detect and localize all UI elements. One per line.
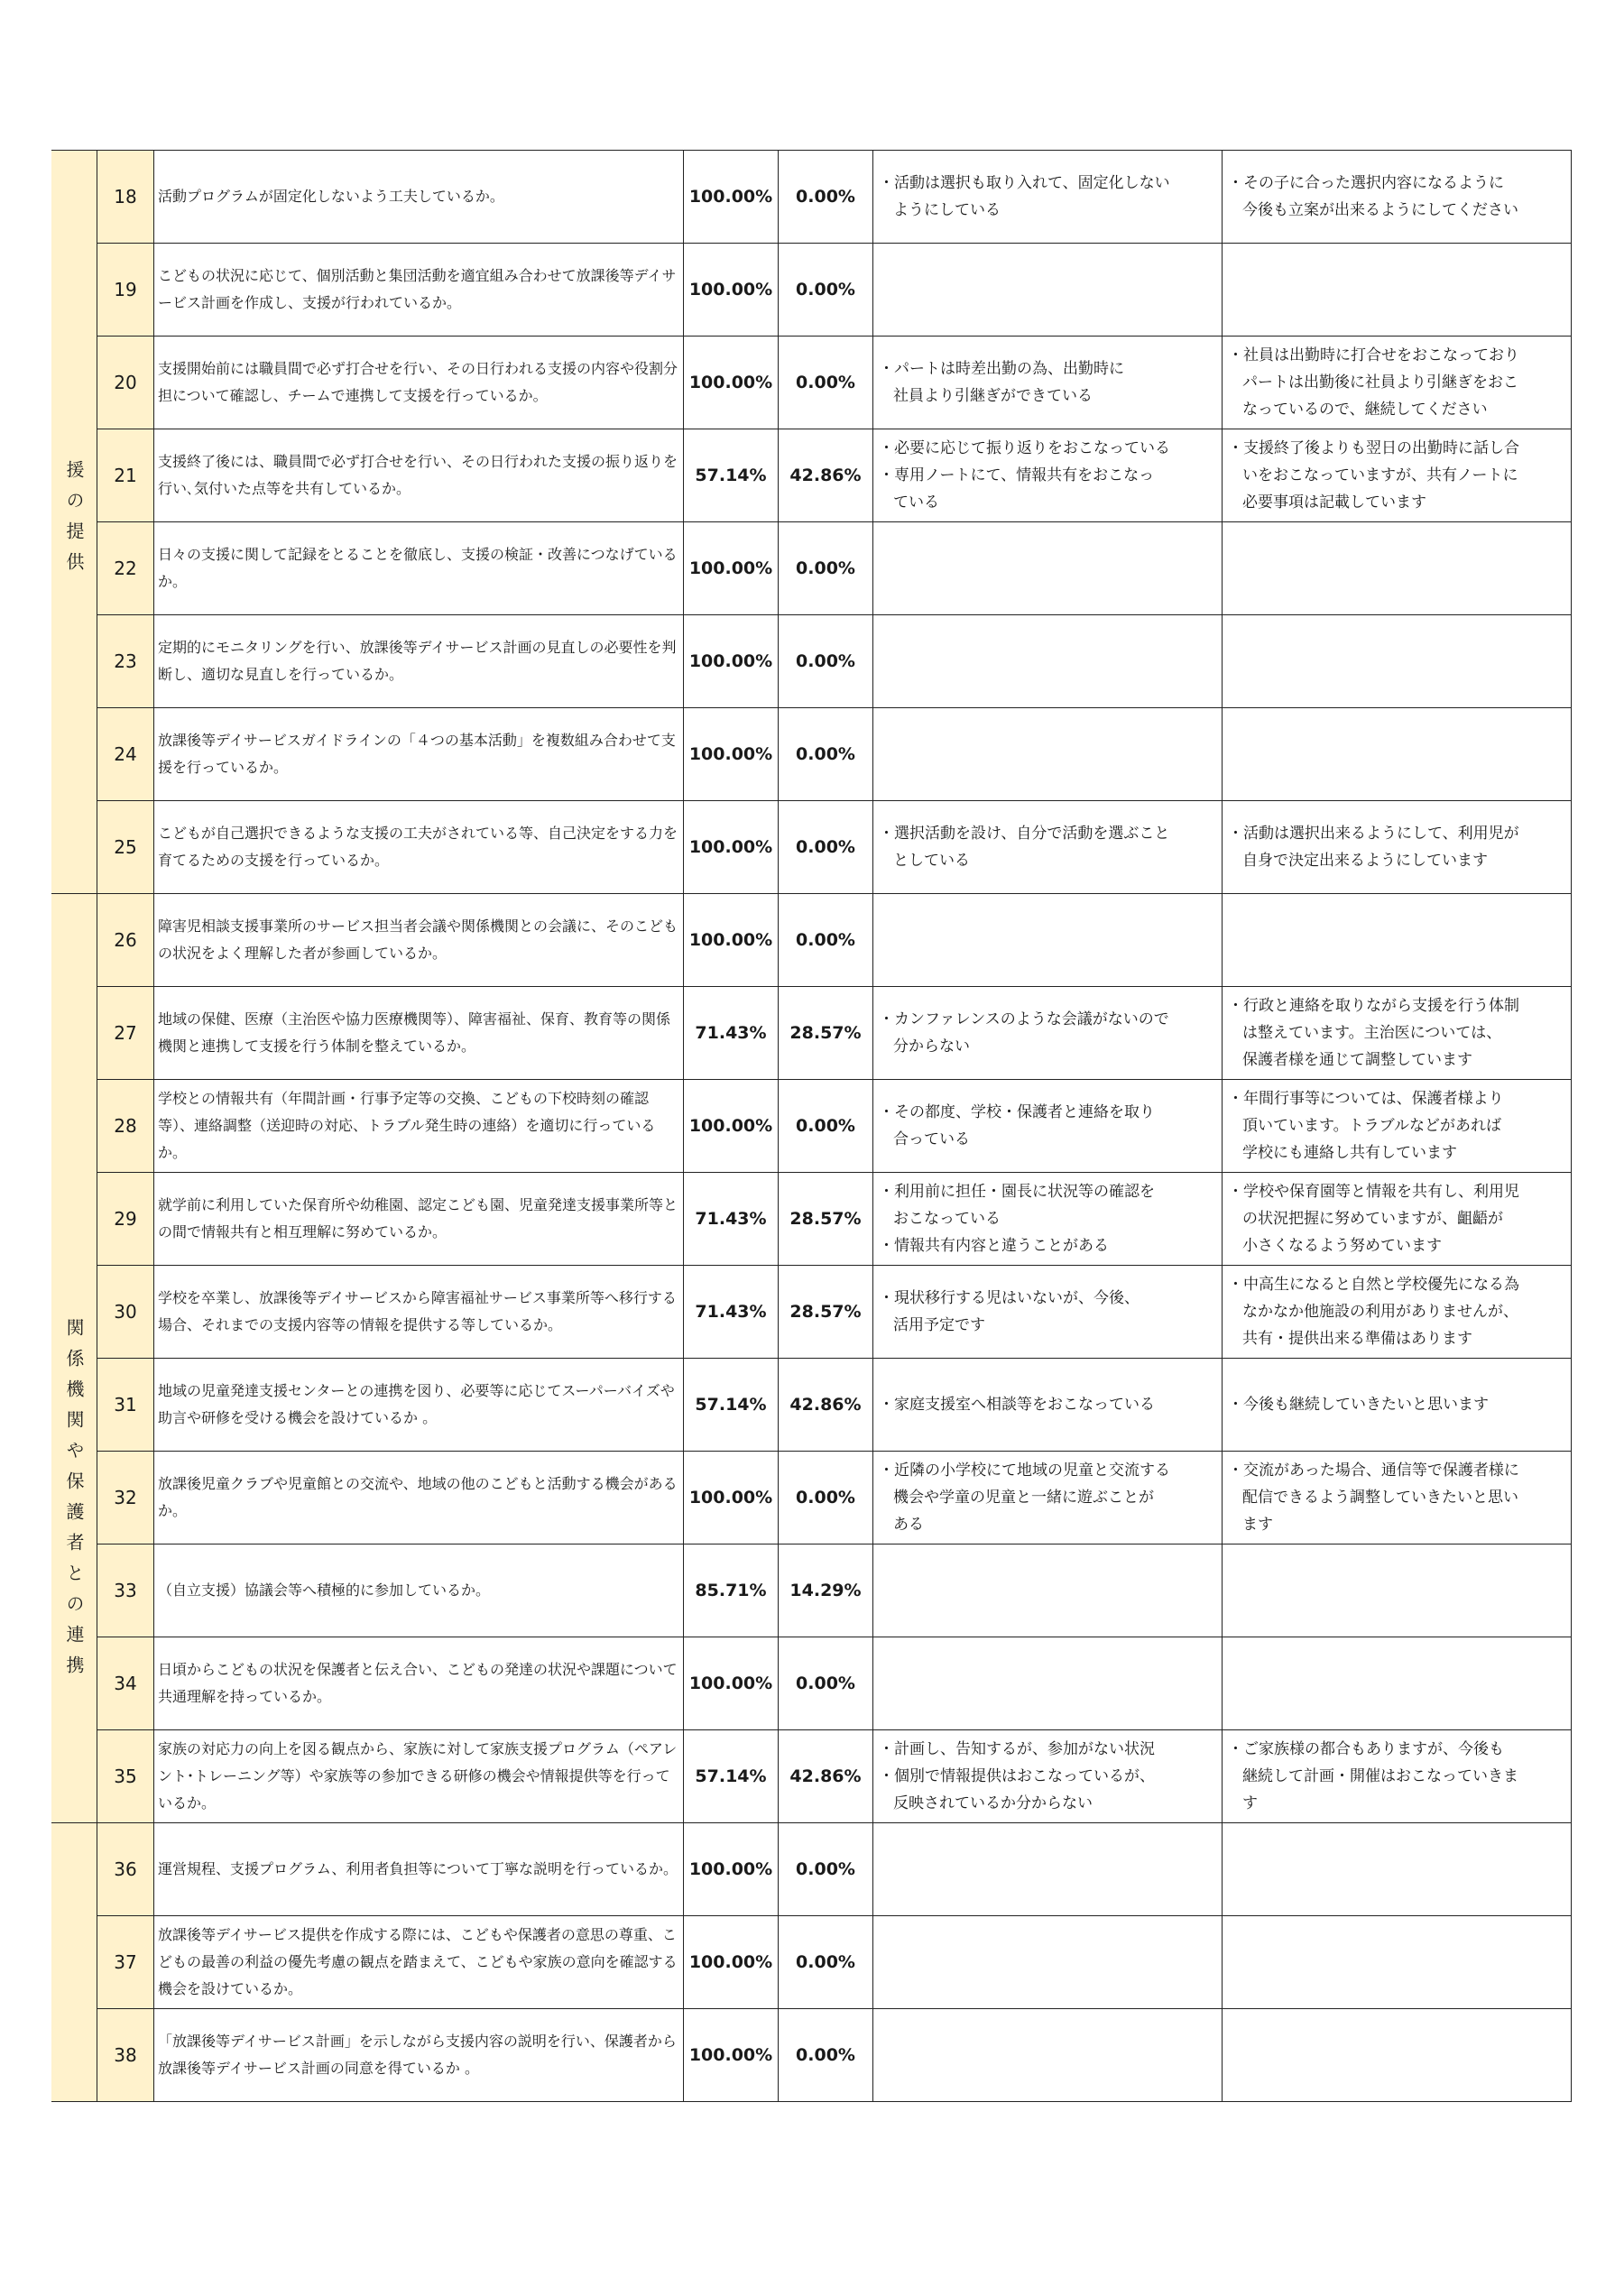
yes-percent: 100.00% — [684, 1080, 779, 1173]
no-percent: 28.57% — [779, 1173, 873, 1266]
staff-comment-cell — [873, 1637, 1223, 1730]
question-text: 運営規程、支援プログラム、利用者負担等について丁寧な説明を行っているか。 — [154, 1823, 684, 1916]
no-percent: 0.00% — [779, 2009, 873, 2102]
improvement-comment-cell — [1223, 1916, 1572, 2009]
no-percent: 0.00% — [779, 615, 873, 708]
staff-comment-cell — [873, 337, 1223, 429]
improvement-comment-line: ・活動は選択出来るようにして、利用児が — [1228, 825, 1519, 843]
item-number: 29 — [97, 1173, 154, 1266]
item-number: 25 — [97, 801, 154, 894]
improvement-comment-line: 小さくなるよう努めています — [1242, 1237, 1442, 1255]
yes-percent: 100.00% — [684, 1823, 779, 1916]
staff-comment-line: 機会や学童の児童と一緒に遊ぶことが — [893, 1489, 1154, 1507]
question-text: 「放課後等デイサービス計画」を示しながら支援内容の説明を行い、保護者から放課後等デイサービス計画の同意を得ているか 。 — [154, 2009, 684, 2102]
improvement-comment-cell — [1223, 522, 1572, 615]
staff-comment-line: 合っている — [893, 1130, 970, 1148]
staff-comment-line: 活用予定です — [893, 1316, 985, 1334]
improvement-comment-line: ます — [1242, 1516, 1273, 1534]
improvement-comment-cell — [1223, 2009, 1572, 2102]
improvement-comment-line: 必要事項は記載しています — [1242, 493, 1426, 512]
staff-comment-line: ・選択活動を設け、自分で活動を選ぶこと — [879, 825, 1170, 843]
no-percent: 0.00% — [779, 1452, 873, 1544]
yes-percent: 71.43% — [684, 1266, 779, 1359]
staff-comment-line: ある — [893, 1516, 924, 1534]
improvement-comment-cell — [1223, 1452, 1572, 1544]
item-number: 31 — [97, 1359, 154, 1452]
item-number: 33 — [97, 1544, 154, 1637]
no-percent: 0.00% — [779, 708, 873, 801]
table-row — [51, 151, 1572, 244]
staff-comment-line: ・専用ノートにて、情報共有をおこなっ — [879, 466, 1155, 484]
no-percent: 42.86% — [779, 429, 873, 522]
staff-comment-line: ・活動は選択も取り入れて、固定化しない — [879, 174, 1170, 192]
table-row — [51, 708, 1572, 801]
item-number: 18 — [97, 151, 154, 244]
improvement-comment-line: 今後も立案が出来るようにしてください — [1242, 201, 1518, 219]
item-number: 26 — [97, 894, 154, 987]
improvement-comment-line: ・社員は出勤時に打合せをおこなっており — [1228, 346, 1519, 364]
improvement-comment-cell — [1223, 244, 1572, 337]
yes-percent: 100.00% — [684, 801, 779, 894]
table-row — [51, 1359, 1572, 1452]
improvement-comment-line: ・ご家族様の都合もありますが、今後も — [1228, 1740, 1504, 1758]
improvement-comment-cell — [1223, 1173, 1572, 1266]
yes-percent: 100.00% — [684, 522, 779, 615]
improvement-comment-line: の状況把握に努めていますが、齟齬が — [1242, 1210, 1503, 1228]
improvement-comment-line: ・その子に合った選択内容になるように — [1228, 174, 1504, 192]
improvement-comment-cell — [1223, 1730, 1572, 1823]
item-number: 23 — [97, 615, 154, 708]
item-number: 36 — [97, 1823, 154, 1916]
improvement-comment-line: ・交流があった場合、通信等で保護者様に — [1228, 1462, 1519, 1480]
staff-comment-cell — [873, 1823, 1223, 1916]
question-text: 日頃からこどもの状況を保護者と伝え合い、こどもの発達の状況や課題について共通理解を持っているか。 — [154, 1637, 684, 1730]
table-row — [51, 1916, 1572, 2009]
question-text: 地域の児童発達支援センターとの連携を図り、必要等に応じてスーパーバイズや助言や研修を受ける機会を設けているか 。 — [154, 1359, 684, 1452]
category-cell — [51, 151, 97, 894]
staff-comment-line: ている — [893, 493, 939, 512]
improvement-comment-cell — [1223, 1637, 1572, 1730]
yes-percent: 57.14% — [684, 1730, 779, 1823]
question-text: 活動プログラムが固定化しないよう工夫しているか。 — [154, 151, 684, 244]
category-label: 関係機関や保護者との連携 — [63, 1317, 85, 1686]
yes-percent: 100.00% — [684, 151, 779, 244]
yes-percent: 100.00% — [684, 2009, 779, 2102]
item-number: 24 — [97, 708, 154, 801]
item-number: 34 — [97, 1637, 154, 1730]
no-percent: 0.00% — [779, 337, 873, 429]
improvement-comment-cell — [1223, 429, 1572, 522]
improvement-comment-cell — [1223, 1266, 1572, 1359]
staff-comment-line: 分からない — [893, 1037, 970, 1056]
table-row — [51, 1730, 1572, 1823]
staff-comment-line: としている — [893, 852, 970, 870]
improvement-comment-line: ・行政と連絡を取りながら支援を行う体制 — [1228, 997, 1519, 1015]
item-number: 20 — [97, 337, 154, 429]
question-text: 日々の支援に関して記録をとることを徹底し、支援の検証・改善につなげているか。 — [154, 522, 684, 615]
staff-comment-line: ・現状移行する児はいないが、今後、 — [879, 1289, 1140, 1307]
staff-comment-cell — [873, 1080, 1223, 1173]
question-text: 放課後児童クラブや児童館との交流や、地域の他のこどもと活動する機会があるか。 — [154, 1452, 684, 1544]
improvement-comment-cell — [1223, 801, 1572, 894]
no-percent: 0.00% — [779, 522, 873, 615]
staff-comment-cell — [873, 1916, 1223, 2009]
staff-comment-cell — [873, 151, 1223, 244]
staff-comment-cell — [873, 1544, 1223, 1637]
question-text: 放課後等デイサービス提供を作成する際には、こどもや保護者の意思の尊重、こどもの最善の利益の優先考慮の観点を踏まえて、こどもや家族の意向を確認する機会を設けているか。 — [154, 1916, 684, 2009]
no-percent: 0.00% — [779, 894, 873, 987]
item-number: 32 — [97, 1452, 154, 1544]
staff-comment-line: ・情報共有内容と違うことがある — [879, 1237, 1109, 1255]
table-row — [51, 615, 1572, 708]
staff-comment-cell — [873, 708, 1223, 801]
item-number: 30 — [97, 1266, 154, 1359]
item-number: 19 — [97, 244, 154, 337]
improvement-comment-line: す — [1242, 1794, 1258, 1812]
staff-comment-line: おこなっている — [893, 1210, 1001, 1228]
staff-comment-line: ・必要に応じて振り返りをおこなっている — [879, 439, 1170, 457]
yes-percent: 71.43% — [684, 987, 779, 1080]
improvement-comment-line: 継続して計画・開催はおこなっていきま — [1242, 1767, 1518, 1785]
improvement-comment-line: パートは出勤後に社員より引継ぎをおこ — [1242, 373, 1518, 392]
staff-comment-line: ・計画し、告知するが、参加がない状況 — [879, 1740, 1155, 1758]
question-text: （自立支援）協議会等へ積極的に参加しているか。 — [154, 1544, 684, 1637]
item-number: 27 — [97, 987, 154, 1080]
table-row — [51, 1452, 1572, 1544]
improvement-comment-cell — [1223, 1080, 1572, 1173]
staff-comment-cell — [873, 1266, 1223, 1359]
staff-comment-cell — [873, 1359, 1223, 1452]
improvement-comment-cell — [1223, 1359, 1572, 1452]
staff-comment-line: ・個別で情報提供はおこなっているが、 — [879, 1767, 1155, 1785]
improvement-comment-line: 学校にも連絡し共有しています — [1242, 1144, 1457, 1162]
improvement-comment-line: ・年間行事等については、保護者様より — [1228, 1090, 1504, 1108]
yes-percent: 100.00% — [684, 708, 779, 801]
staff-comment-line: ・カンファレンスのような会議がないので — [879, 1010, 1169, 1028]
staff-comment-line: ・家庭支援室へ相談等をおこなっている — [879, 1396, 1155, 1414]
yes-percent: 100.00% — [684, 1916, 779, 2009]
improvement-comment-line: なかなか他施設の利用がありませんが、 — [1242, 1303, 1518, 1321]
table-row — [51, 522, 1572, 615]
staff-comment-cell — [873, 987, 1223, 1080]
question-text: 定期的にモニタリングを行い、放課後等デイサービス計画の見直しの必要性を判断し、適切な見直しを行っているか。 — [154, 615, 684, 708]
staff-comment-line: ・近隣の小学校にて地域の児童と交流する — [879, 1462, 1170, 1480]
table-row — [51, 337, 1572, 429]
improvement-comment-line: 保護者様を通じて調整しています — [1242, 1051, 1472, 1069]
yes-percent: 100.00% — [684, 337, 779, 429]
improvement-comment-cell — [1223, 708, 1572, 801]
improvement-comment-cell — [1223, 987, 1572, 1080]
staff-comment-cell — [873, 2009, 1223, 2102]
item-number: 37 — [97, 1916, 154, 2009]
table-row — [51, 1637, 1572, 1730]
question-text: 地域の保健、医療（主治医や協力医療機関等）、障害福祉、保育、教育等の関係機関と連携して支援を行う体制を整えているか。 — [154, 987, 684, 1080]
yes-percent: 100.00% — [684, 244, 779, 337]
no-percent: 0.00% — [779, 1637, 873, 1730]
improvement-comment-cell — [1223, 615, 1572, 708]
category-cell — [51, 894, 97, 1823]
improvement-comment-line: は整えています。主治医については、 — [1242, 1024, 1502, 1042]
yes-percent: 100.00% — [684, 615, 779, 708]
staff-comment-line: ・利用前に担任・園長に状況等の確認を — [879, 1183, 1155, 1201]
staff-comment-cell — [873, 522, 1223, 615]
table-row — [51, 987, 1572, 1080]
question-text: 学校との情報共有（年間計画・行事予定等の交換、こどもの下校時刻の確認等）、連絡調整（送迎時の対応、トラブル発生時の連絡）を適切に行っているか。 — [154, 1080, 684, 1173]
yes-percent: 57.14% — [684, 429, 779, 522]
improvement-comment-cell — [1223, 894, 1572, 987]
staff-comment-cell — [873, 429, 1223, 522]
question-text: 学校を卒業し、放課後等デイサービスから障害福祉サービス事業所等へ移行する場合、それまでの支援内容等の情報を提供する等しているか。 — [154, 1266, 684, 1359]
table-row — [51, 894, 1572, 987]
improvement-comment-line: 共有・提供出来る準備はあります — [1242, 1330, 1472, 1348]
table-row — [51, 2009, 1572, 2102]
staff-comment-line: 社員より引継ぎができている — [893, 387, 1093, 405]
no-percent: 42.86% — [779, 1730, 873, 1823]
item-number: 28 — [97, 1080, 154, 1173]
improvement-comment-line: ・支援終了後よりも翌日の出勤時に話し合 — [1228, 439, 1519, 457]
staff-comment-line: ・パートは時差出勤の為、出勤時に — [879, 360, 1124, 378]
table-row — [51, 1266, 1572, 1359]
staff-comment-cell — [873, 1173, 1223, 1266]
question-text: 家族の対応力の向上を図る観点から、家族に対して家族支援プログラム（ペアレント･トレーニング等）や家族等の参加できる研修の機会や情報提供等を行っているか。 — [154, 1730, 684, 1823]
no-percent: 0.00% — [779, 151, 873, 244]
staff-comment-cell — [873, 1452, 1223, 1544]
no-percent: 28.57% — [779, 987, 873, 1080]
staff-comment-line: ようにしている — [893, 201, 1001, 219]
yes-percent: 57.14% — [684, 1359, 779, 1452]
yes-percent: 100.00% — [684, 894, 779, 987]
table-row — [51, 244, 1572, 337]
table-row — [51, 1823, 1572, 1916]
staff-comment-cell — [873, 615, 1223, 708]
category-label: 援の提供 — [63, 459, 85, 583]
question-text: 障害児相談支援事業所のサービス担当者会議や関係機関との会議に、そのこどもの状況をよく理解した者が参画しているか。 — [154, 894, 684, 987]
staff-comment-cell — [873, 244, 1223, 337]
improvement-comment-cell — [1223, 337, 1572, 429]
improvement-comment-line: 配信できるよう調整していきたいと思い — [1242, 1489, 1518, 1507]
yes-percent: 85.71% — [684, 1544, 779, 1637]
improvement-comment-line: なっているので、継続してください — [1242, 401, 1488, 419]
improvement-comment-line: いをおこなっていますが、共有ノートに — [1242, 466, 1518, 484]
table-row — [51, 1544, 1572, 1637]
no-percent: 0.00% — [779, 1823, 873, 1916]
question-text: こどもの状況に応じて、個別活動と集団活動を適宜組み合わせて放課後等デイサービス計画を作成し、支援が行われているか。 — [154, 244, 684, 337]
improvement-comment-cell — [1223, 1823, 1572, 1916]
yes-percent: 71.43% — [684, 1173, 779, 1266]
evaluation-table — [51, 150, 1572, 2102]
improvement-comment-cell — [1223, 1544, 1572, 1637]
improvement-comment-line: 自身で決定出来るようにしています — [1242, 852, 1488, 870]
staff-comment-cell — [873, 894, 1223, 987]
table-row — [51, 1173, 1572, 1266]
improvement-comment-line: ・今後も継続していきたいと思います — [1228, 1396, 1489, 1414]
question-text: こどもが自己選択できるような支援の工夫がされている等、自己決定をする力を育てるための支援を行っているか。 — [154, 801, 684, 894]
table-row — [51, 429, 1572, 522]
staff-comment-line: ・その都度、学校・保護者と連絡を取り — [879, 1103, 1155, 1121]
no-percent: 14.29% — [779, 1544, 873, 1637]
item-number: 22 — [97, 522, 154, 615]
improvement-comment-line: ・中高生になると自然と学校優先になる為 — [1228, 1276, 1519, 1294]
staff-comment-cell — [873, 801, 1223, 894]
no-percent: 0.00% — [779, 244, 873, 337]
item-number: 21 — [97, 429, 154, 522]
no-percent: 0.00% — [779, 801, 873, 894]
category-cell — [51, 1823, 97, 2102]
no-percent: 42.86% — [779, 1359, 873, 1452]
no-percent: 0.00% — [779, 1916, 873, 2009]
table-row — [51, 801, 1572, 894]
staff-comment-line: 反映されているか分からない — [893, 1794, 1093, 1812]
improvement-comment-cell — [1223, 151, 1572, 244]
item-number: 38 — [97, 2009, 154, 2102]
question-text: 放課後等デイサービスガイドラインの「４つの基本活動」を複数組み合わせて支援を行っているか。 — [154, 708, 684, 801]
no-percent: 28.57% — [779, 1266, 873, 1359]
yes-percent: 100.00% — [684, 1637, 779, 1730]
question-text: 就学前に利用していた保育所や幼稚園、認定こども園、児童発達支援事業所等との間で情報共有と相互理解に努めているか。 — [154, 1173, 684, 1266]
question-text: 支援開始前には職員間で必ず打合せを行い、その日行われる支援の内容や役割分担について確認し、チームで連携して支援を行っているか。 — [154, 337, 684, 429]
staff-comment-cell — [873, 1730, 1223, 1823]
question-text: 支援終了後には、職員間で必ず打合せを行い、その日行われた支援の振り返りを行い､気付いた点等を共有しているか。 — [154, 429, 684, 522]
no-percent: 0.00% — [779, 1080, 873, 1173]
table-row — [51, 1080, 1572, 1173]
item-number: 35 — [97, 1730, 154, 1823]
yes-percent: 100.00% — [684, 1452, 779, 1544]
improvement-comment-line: ・学校や保育園等と情報を共有し、利用児 — [1228, 1183, 1519, 1201]
improvement-comment-line: 頂いています。トラブルなどがあれば — [1242, 1117, 1501, 1135]
